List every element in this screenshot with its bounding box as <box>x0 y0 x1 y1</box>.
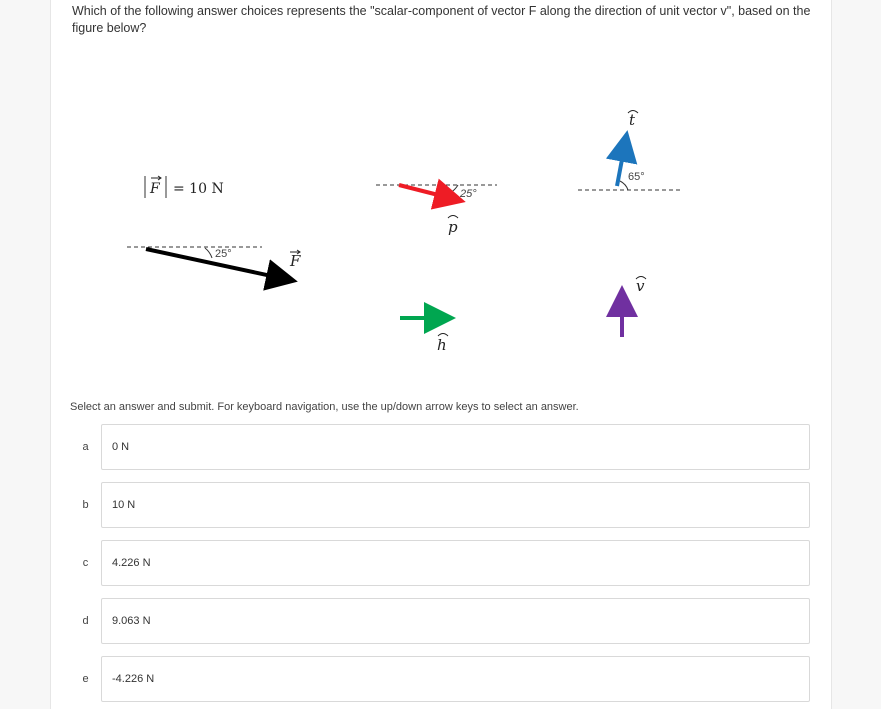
label-p: p <box>448 218 458 236</box>
choice-label: 4.226 N <box>112 557 151 569</box>
choice-label: -4.226 N <box>112 673 155 685</box>
angle-label-t: 65° <box>628 171 645 183</box>
angle-arc-f <box>205 248 212 258</box>
angle-label-f: 25° <box>215 248 232 260</box>
choice-letter: c <box>82 557 89 569</box>
choice-letter: b <box>82 499 89 511</box>
arrow-t <box>617 138 626 186</box>
choice-letter: a <box>82 441 89 453</box>
choice-d[interactable] <box>70 598 810 644</box>
choice-a[interactable] <box>70 424 810 470</box>
choice-box[interactable] <box>101 482 810 528</box>
instructions-text: Select an answer and submit. For keyboard navigation, use the up/down arrow keys to select an answer. <box>70 401 579 413</box>
question-text: Which of the following answer choices represents the "scalar-component of vector F along the direction of unit vector v", based on the figure below? <box>72 4 811 35</box>
choice-e[interactable] <box>70 656 810 702</box>
magnitude-symbol: F <box>150 181 160 197</box>
angle-arc-p <box>450 185 458 193</box>
vector-t <box>578 111 683 191</box>
vector-v <box>622 277 646 338</box>
label-t: t <box>629 111 636 129</box>
choice-label: 9.063 N <box>112 615 151 627</box>
choice-label: 10 N <box>112 499 136 511</box>
choice-c[interactable] <box>70 540 810 586</box>
choice-box[interactable] <box>101 540 810 586</box>
choice-label: 0 N <box>112 441 130 453</box>
vector-f <box>127 247 301 280</box>
angle-arc-t <box>620 181 628 190</box>
label-h: h <box>437 336 447 354</box>
arrow-p <box>399 185 458 200</box>
magnitude-expression <box>145 176 224 198</box>
choice-box[interactable] <box>101 424 810 470</box>
vector-h <box>400 318 448 354</box>
choice-box[interactable] <box>101 598 810 644</box>
label-v: v <box>636 277 645 295</box>
angle-label-p: 25° <box>460 188 477 200</box>
vector-arrow-accent-icon <box>151 176 161 180</box>
choice-b[interactable] <box>70 482 810 528</box>
label-f: F <box>290 252 301 270</box>
choice-box[interactable] <box>101 656 810 702</box>
choice-letter: e <box>82 673 89 685</box>
magnitude-value: = 10 N <box>173 181 224 197</box>
vector-p <box>376 185 497 236</box>
choice-letter: d <box>82 615 89 627</box>
